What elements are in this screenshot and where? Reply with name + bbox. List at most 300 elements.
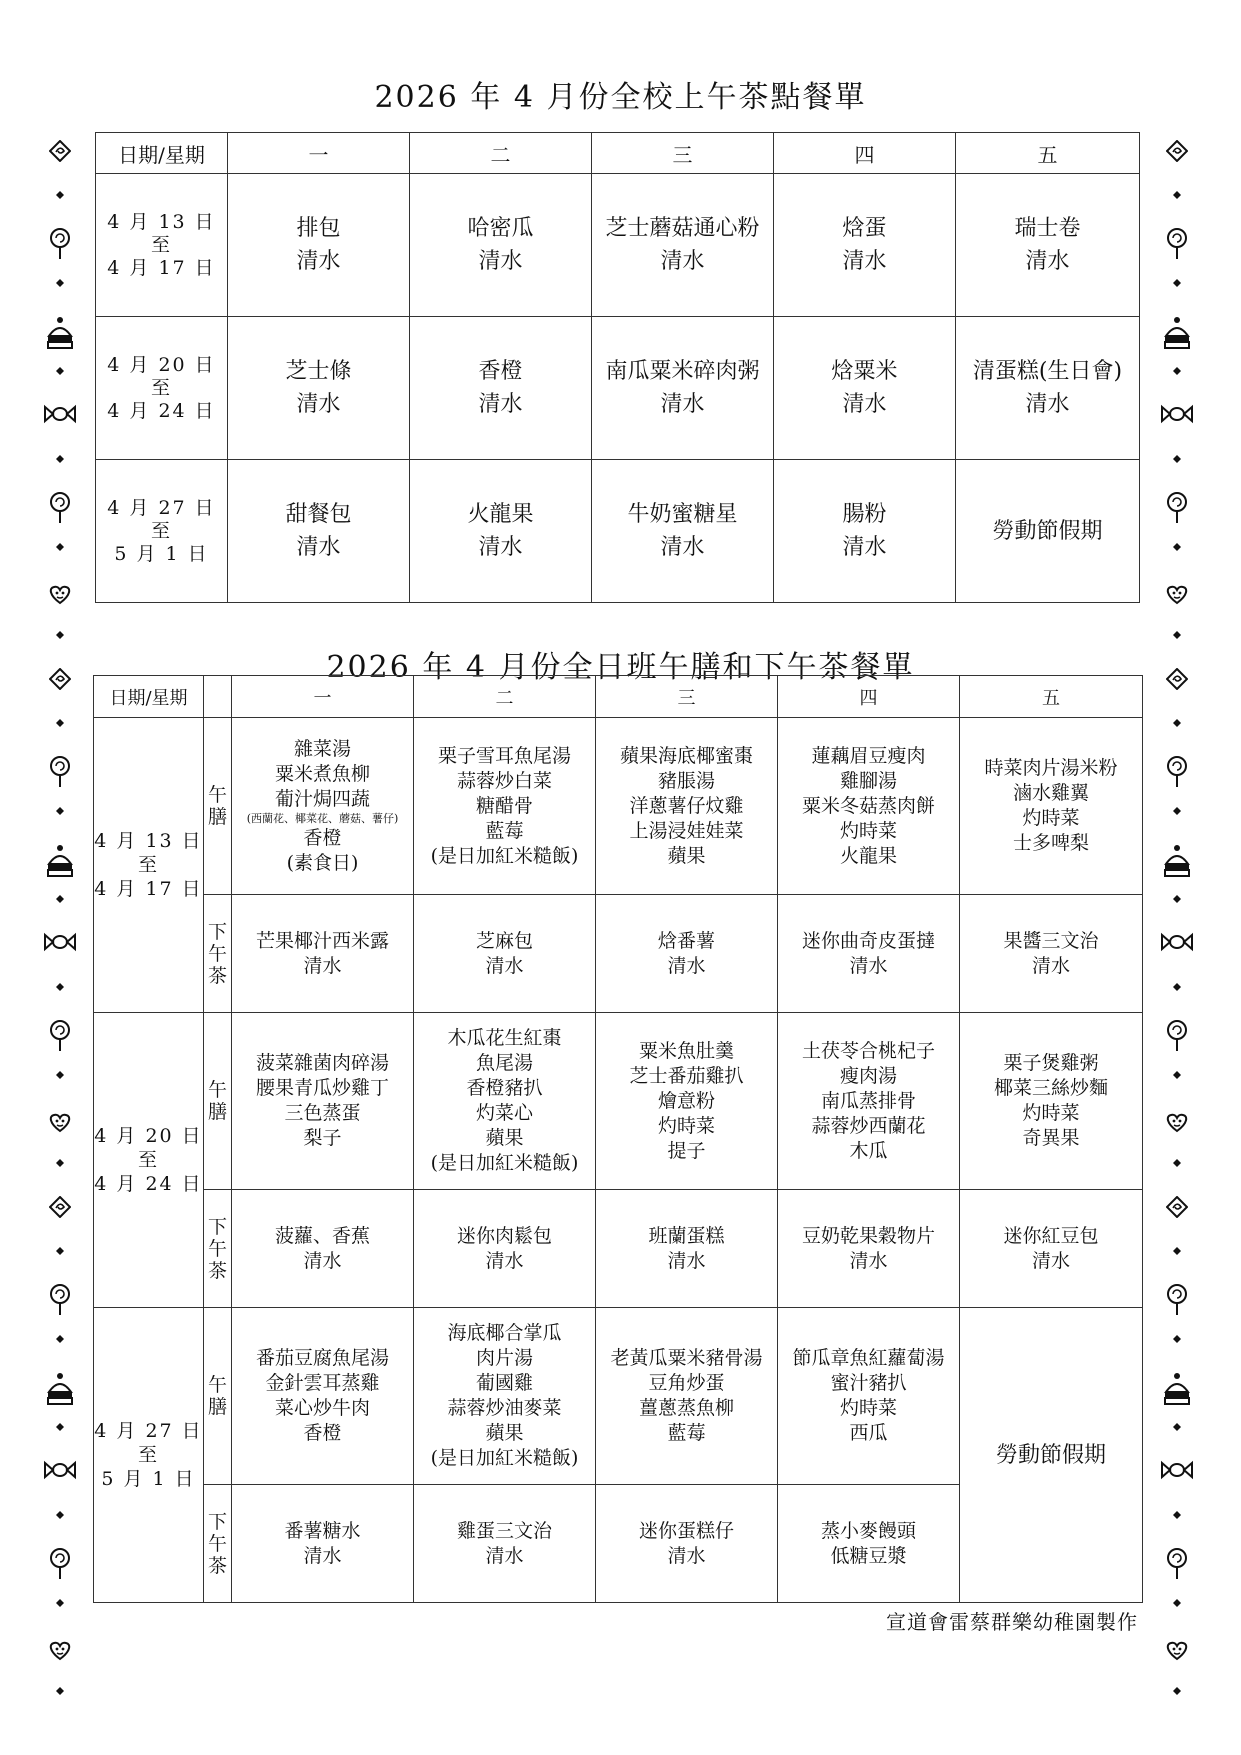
menu-item: 低糖豆漿 (830, 1544, 907, 1567)
menu-item: 西瓜 (849, 1422, 888, 1444)
dot-icon (1157, 366, 1197, 376)
snack-cell (410, 174, 592, 317)
menu-item: 清水 (842, 249, 887, 274)
dot-icon (1157, 1510, 1197, 1520)
menu-item: 藍莓 (667, 1422, 706, 1444)
snack-cell (774, 460, 956, 603)
dot-icon (40, 1070, 80, 1080)
header-row (94, 676, 1143, 718)
menu-item: 南瓜蒸排骨 (820, 1089, 916, 1112)
menu-item: 椰菜三絲炒麵 (993, 1077, 1108, 1099)
menu-item: 焓蛋 (842, 216, 887, 241)
label-char: 膳 (207, 806, 227, 828)
menu-item: 豬脹湯 (657, 769, 715, 792)
menu-item: 迷你曲奇皮蛋撻 (801, 929, 935, 952)
menu-item: 芝士番茄雞扒 (629, 1064, 744, 1087)
snack-menu-title: 2026 年 4 月份全校上午茶點餐單 (374, 80, 867, 115)
menu-item: 菠菜雜菌肉碎湯 (255, 1052, 389, 1074)
label-char: 下 (207, 920, 227, 943)
heart-face-icon (40, 580, 80, 606)
tea-row (94, 1190, 1143, 1308)
menu-item: 瑞士卷 (1014, 216, 1081, 241)
date-line: 4 月 24 日 (107, 399, 216, 422)
menu-item: 雞腳湯 (839, 769, 897, 792)
menu-item: 雞蛋三文治 (456, 1519, 552, 1542)
menu-item: 清水 (485, 954, 524, 977)
lunch-cell (778, 1013, 960, 1190)
tea-label-cell (204, 1190, 232, 1308)
lollipop-icon (40, 1548, 80, 1580)
menu-item: 藍莓 (485, 819, 524, 842)
snack-cell (592, 174, 774, 317)
lollipop-icon (40, 492, 80, 524)
lollipop-icon (40, 1020, 80, 1052)
menu-item: 提子 (667, 1139, 706, 1162)
menu-item: 番薯糖水 (284, 1519, 361, 1542)
dot-icon (1157, 190, 1197, 200)
dot-icon (40, 542, 80, 552)
menu-item: 清水 (303, 1249, 342, 1272)
menu-item: 香橙豬扒 (466, 1077, 543, 1099)
menu-item: 迷你蛋糕仔 (638, 1519, 734, 1542)
menu-item: 蘋果海底椰蜜棗 (619, 744, 753, 767)
day-header: 二 (414, 676, 596, 718)
menu-item: 金針雲耳蒸雞 (265, 1372, 380, 1394)
lunch-row (94, 718, 1143, 895)
tea-cell (960, 895, 1143, 1013)
date-weekday-header: 日期/星期 (96, 133, 228, 174)
cake-slice-icon (1157, 844, 1197, 878)
snack-cell (956, 317, 1140, 460)
header-row (96, 133, 1140, 174)
tea-cell (414, 1485, 596, 1603)
day-header: 一 (228, 133, 410, 174)
date-line: 4 月 17 日 (107, 256, 216, 279)
day-header: 五 (956, 133, 1140, 174)
lollipop-icon (1157, 228, 1197, 260)
type-header (204, 676, 232, 718)
label-char: 午 (207, 1532, 227, 1555)
menu-item: 清水 (660, 392, 705, 417)
heart-face-icon (1157, 1108, 1197, 1134)
menu-item: 清水 (849, 1249, 888, 1272)
label-char: 膳 (207, 1101, 227, 1123)
diamond-swirl-icon (40, 140, 80, 162)
menu-item: 洋蔥薯仔炆雞 (629, 794, 744, 817)
label-char: 午 (207, 784, 227, 806)
day-header: 四 (774, 133, 956, 174)
menu-item: 上湯浸娃娃菜 (629, 819, 744, 842)
dot-icon (1157, 806, 1197, 816)
candy-icon (40, 404, 80, 424)
menu-item: 豆角炒蛋 (648, 1372, 725, 1394)
menu-item: 粟米魚肚羹 (638, 1039, 734, 1062)
menu-item: 迷你紅豆包 (1003, 1224, 1099, 1247)
menu-item: 清水 (1031, 1249, 1070, 1272)
menu-item: 清水 (667, 954, 706, 977)
menu-item: 時菜肉片湯米粉 (984, 757, 1118, 779)
lunch-cell (414, 718, 596, 895)
lunch-cell (414, 1308, 596, 1485)
menu-item: 芝麻包 (475, 929, 533, 952)
menu-item: 清水 (1025, 249, 1070, 274)
snack-menu-table (95, 132, 1140, 603)
cake-slice-icon (1157, 316, 1197, 350)
menu-note: (是日加紅米糙飯) (430, 1152, 579, 1174)
tea-cell (960, 1190, 1143, 1308)
lunch-cell (596, 718, 778, 895)
lunch-cell (596, 1013, 778, 1190)
menu-item: 葡汁焗四蔬 (274, 787, 370, 810)
menu-item: 清水 (478, 249, 523, 274)
snack-cell (592, 460, 774, 603)
menu-item: 清水 (303, 954, 342, 977)
dot-icon (40, 630, 80, 640)
date-line: 至 (150, 519, 172, 542)
menu-item: 清蛋糕(生日會) (972, 359, 1123, 384)
holiday-label: 勞動節假期 (995, 1442, 1106, 1468)
menu-item: 芒果椰汁西米露 (255, 929, 389, 952)
menu-item: 葡國雞 (475, 1372, 533, 1394)
menu-item: 雜菜湯 (293, 737, 351, 760)
candy-icon (1157, 1460, 1197, 1480)
dot-icon (40, 982, 80, 992)
menu-item: 芝士蘑菇通心粉 (605, 216, 760, 241)
menu-item: 火龍果 (467, 502, 534, 527)
lunch-cell (960, 1013, 1143, 1190)
candy-icon (1157, 932, 1197, 952)
dot-icon (1157, 894, 1197, 904)
menu-item: 牛奶蜜糖星 (627, 502, 738, 527)
date-range-cell (94, 1308, 204, 1603)
tea-label-cell (204, 895, 232, 1013)
menu-item: 芝士條 (285, 359, 352, 384)
menu-item: 木瓜花生紅棗 (447, 1027, 562, 1049)
menu-item: 腰果青瓜炒雞丁 (255, 1077, 389, 1099)
menu-item: 清水 (296, 535, 341, 560)
menu-item: 魚尾湯 (475, 1052, 533, 1074)
menu-item: 灼時菜 (839, 1397, 897, 1419)
date-line: 4 月 20 日 (94, 1125, 203, 1147)
menu-item: 灼時菜 (1022, 807, 1080, 829)
menu-item: 果醬三文治 (1003, 929, 1099, 952)
date-line: 至 (150, 376, 172, 399)
dot-icon (1157, 278, 1197, 288)
diamond-swirl-icon (40, 668, 80, 690)
menu-item: 火龍果 (839, 844, 897, 867)
date-line: 至 (137, 1149, 159, 1171)
menu-item: 灼時菜 (1022, 1102, 1080, 1124)
tea-cell (414, 895, 596, 1013)
cake-slice-icon (40, 1372, 80, 1406)
menu-item: 迷你肉鬆包 (456, 1224, 552, 1247)
heart-face-icon (40, 1636, 80, 1662)
menu-item: 三色蒸蛋 (284, 1102, 361, 1124)
menu-item: 蒸小麥饅頭 (820, 1519, 916, 1542)
menu-item: 滷水雞翼 (1012, 782, 1089, 804)
menu-item: 灼時菜 (657, 1114, 715, 1137)
menu-item: 薑蔥蒸魚柳 (638, 1397, 734, 1419)
date-line: 4 月 13 日 (107, 210, 216, 233)
day-header: 四 (778, 676, 960, 718)
label-char: 茶 (207, 1259, 227, 1282)
menu-item: 栗子雪耳魚尾湯 (437, 744, 571, 767)
menu-item: 蘋果 (485, 1127, 524, 1149)
menu-item: 老黃瓜粟米豬骨湯 (610, 1347, 763, 1369)
menu-item: 菠蘿、香蕉 (274, 1224, 370, 1247)
menu-item: 清水 (660, 249, 705, 274)
date-range-cell (96, 317, 228, 460)
lunch-cell (232, 1013, 414, 1190)
lollipop-icon (1157, 492, 1197, 524)
dot-icon (1157, 1422, 1197, 1432)
lunch-label-cell (204, 1308, 232, 1485)
menu-item: 清水 (1031, 954, 1070, 977)
snack-cell (774, 174, 956, 317)
cake-slice-icon (1157, 1372, 1197, 1406)
date-line: 4 月 24 日 (94, 1173, 203, 1195)
tea-cell (596, 895, 778, 1013)
heart-face-icon (40, 1108, 80, 1134)
lollipop-icon (40, 228, 80, 260)
date-line: 4 月 27 日 (94, 1420, 203, 1442)
diamond-swirl-icon (1157, 140, 1197, 162)
menu-item: 蒜蓉炒油麥菜 (447, 1397, 562, 1419)
day-header: 五 (960, 676, 1143, 718)
menu-item: 番茄豆腐魚尾湯 (255, 1347, 389, 1369)
menu-item: 清水 (296, 392, 341, 417)
left-decorative-border (40, 0, 80, 1755)
menu-item: 清水 (667, 1544, 706, 1567)
menu-item: 排包 (296, 216, 341, 241)
menu-item: 清水 (478, 392, 523, 417)
date-weekday-header: 日期/星期 (94, 676, 204, 718)
menu-item: 士多啤梨 (1012, 832, 1089, 854)
lollipop-icon (1157, 1548, 1197, 1580)
candy-icon (40, 1460, 80, 1480)
tea-cell (232, 1485, 414, 1603)
date-line: 至 (137, 1444, 159, 1466)
snack-cell (228, 460, 410, 603)
dot-icon (1157, 1070, 1197, 1080)
dot-icon (40, 190, 80, 200)
menu-item: 栗子煲雞粥 (1003, 1052, 1099, 1074)
menu-item: 燴意粉 (657, 1089, 715, 1112)
snack-cell (956, 174, 1140, 317)
day-header: 二 (410, 133, 592, 174)
menu-item: 清水 (667, 1249, 706, 1272)
lunch-cell (778, 718, 960, 895)
cake-slice-icon (40, 844, 80, 878)
holiday-cell (956, 460, 1140, 603)
menu-item: 清水 (478, 535, 523, 560)
lunch-cell (232, 1308, 414, 1485)
menu-item: 哈密瓜 (467, 216, 534, 241)
dot-icon (40, 1334, 80, 1344)
menu-item: 香橙 (303, 1422, 342, 1444)
lunch-cell (414, 1013, 596, 1190)
menu-item: 蘋果 (667, 844, 706, 867)
menu-item: 焓粟米 (831, 359, 898, 384)
menu-item: 蜜汁豬扒 (830, 1372, 907, 1394)
date-line: 至 (150, 233, 172, 256)
label-char: 下 (207, 1510, 227, 1533)
date-range-cell (96, 460, 228, 603)
label-char: 午 (207, 942, 227, 965)
dot-icon (1157, 630, 1197, 640)
menu-item: 粟米煮魚柳 (274, 762, 370, 785)
dot-icon (40, 1598, 80, 1608)
dot-icon (1157, 718, 1197, 728)
tea-cell (596, 1485, 778, 1603)
lunch-cell (596, 1308, 778, 1485)
credit-line: 宣道會雷蔡群樂幼稚園製作 (886, 1610, 1138, 1634)
label-char: 下 (207, 1215, 227, 1238)
snack-cell (774, 317, 956, 460)
lollipop-icon (40, 1284, 80, 1316)
lunch-row (94, 1013, 1143, 1190)
lunch-label-cell (204, 1013, 232, 1190)
snack-cell (410, 460, 592, 603)
menu-item: 清水 (296, 249, 341, 274)
lollipop-icon (1157, 756, 1197, 788)
lunch-menu-title: 2026 年 4 月份全日班午膳和下午茶餐單 (326, 650, 915, 685)
tea-cell (232, 1190, 414, 1308)
dot-icon (40, 806, 80, 816)
menu-item: 清水 (842, 535, 887, 560)
menu-item: 清水 (303, 1544, 342, 1567)
label-char: 茶 (207, 1554, 227, 1577)
menu-item: 灼時菜 (839, 819, 897, 842)
date-range-cell (94, 1013, 204, 1308)
tea-cell (414, 1190, 596, 1308)
tea-row (94, 895, 1143, 1013)
menu-item: 班蘭蛋糕 (648, 1224, 725, 1247)
date-line: 4 月 20 日 (107, 353, 216, 376)
snack-cell (410, 317, 592, 460)
cake-slice-icon (40, 316, 80, 350)
day-header: 三 (592, 133, 774, 174)
menu-item: 奇異果 (1022, 1127, 1080, 1149)
menu-item: 香橙 (303, 826, 342, 849)
lunch-cell (232, 718, 414, 895)
dot-icon (40, 1686, 80, 1696)
date-line: 5 月 1 日 (101, 1468, 196, 1490)
menu-item: 清水 (660, 535, 705, 560)
menu-item: 清水 (1025, 392, 1070, 417)
menu-item: 清水 (842, 392, 887, 417)
menu-item: 土茯苓合桃杞子 (801, 1039, 935, 1062)
menu-item: 焓番薯 (657, 929, 715, 952)
menu-item: 木瓜 (849, 1139, 888, 1162)
menu-item: 菜心炒牛肉 (274, 1397, 370, 1419)
right-decorative-border (1157, 0, 1197, 1755)
menu-item: 海底椰合掌瓜 (447, 1322, 562, 1344)
label-char: 午 (207, 1079, 227, 1101)
menu-item: 南瓜粟米碎肉粥 (605, 359, 760, 384)
menu-item: 腸粉 (842, 502, 887, 527)
menu-note: (西蘭花、椰菜花、蘑菇、薯仔) (246, 811, 399, 825)
dot-icon (40, 1246, 80, 1256)
lunch-cell (778, 1308, 960, 1485)
menu-item: 香橙 (478, 359, 523, 384)
dot-icon (40, 718, 80, 728)
heart-face-icon (1157, 580, 1197, 606)
menu-item: 豆奶乾果穀物片 (801, 1224, 935, 1247)
date-line: 5 月 1 日 (114, 542, 209, 565)
label-char: 茶 (207, 964, 227, 987)
holiday-label: 勞動節假期 (992, 518, 1103, 544)
snack-cell (228, 317, 410, 460)
dot-icon (40, 454, 80, 464)
menu-item: 肉片湯 (475, 1347, 533, 1369)
lollipop-icon (1157, 1020, 1197, 1052)
snack-cell (592, 317, 774, 460)
dot-icon (1157, 982, 1197, 992)
tea-cell (778, 895, 960, 1013)
menu-item: 節瓜章魚紅蘿蔔湯 (792, 1347, 945, 1369)
menu-item: 清水 (485, 1249, 524, 1272)
dot-icon (40, 894, 80, 904)
menu-item: 糖醋骨 (475, 794, 533, 817)
menu-note: (是日加紅米糙飯) (430, 1447, 579, 1469)
dot-icon (40, 278, 80, 288)
menu-item: 灼菜心 (475, 1102, 533, 1124)
diamond-swirl-icon (1157, 668, 1197, 690)
dot-icon (1157, 1598, 1197, 1608)
menu-item: 粟米冬菇蒸肉餅 (801, 794, 935, 817)
tea-label-cell (204, 1485, 232, 1603)
menu-item: 甜餐包 (285, 502, 352, 527)
menu-item: 清水 (485, 1544, 524, 1567)
date-line: 4 月 13 日 (94, 830, 203, 852)
label-char: 膳 (207, 1396, 227, 1418)
lunch-label-cell (204, 718, 232, 895)
date-line: 4 月 17 日 (94, 878, 203, 900)
lunch-cell (960, 718, 1143, 895)
menu-note: (素食日) (286, 851, 359, 874)
dot-icon (1157, 1334, 1197, 1344)
snack-cell (228, 174, 410, 317)
dot-icon (1157, 542, 1197, 552)
candy-icon (1157, 404, 1197, 424)
menu-note: (是日加紅米糙飯) (430, 844, 579, 867)
menu-item: 蒜蓉炒西蘭花 (811, 1114, 926, 1137)
day-header: 一 (232, 676, 414, 718)
menu-item: 蓮藕眉豆瘦肉 (811, 744, 926, 767)
lollipop-icon (40, 756, 80, 788)
tea-cell (778, 1190, 960, 1308)
dot-icon (40, 1422, 80, 1432)
menu-item: 清水 (849, 954, 888, 977)
dot-icon (1157, 1246, 1197, 1256)
label-char: 午 (207, 1374, 227, 1396)
diamond-swirl-icon (40, 1196, 80, 1218)
lunch-row (94, 1308, 1143, 1485)
week-row (96, 317, 1140, 460)
dot-icon (40, 366, 80, 376)
dot-icon (1157, 1686, 1197, 1696)
holiday-cell (960, 1308, 1143, 1603)
tea-cell (596, 1190, 778, 1308)
dot-icon (40, 1158, 80, 1168)
tea-cell (778, 1485, 960, 1603)
menu-item: 瘦肉湯 (839, 1064, 897, 1087)
day-header: 三 (596, 676, 778, 718)
dot-icon (40, 1510, 80, 1520)
date-line: 至 (137, 854, 159, 876)
lollipop-icon (1157, 1284, 1197, 1316)
